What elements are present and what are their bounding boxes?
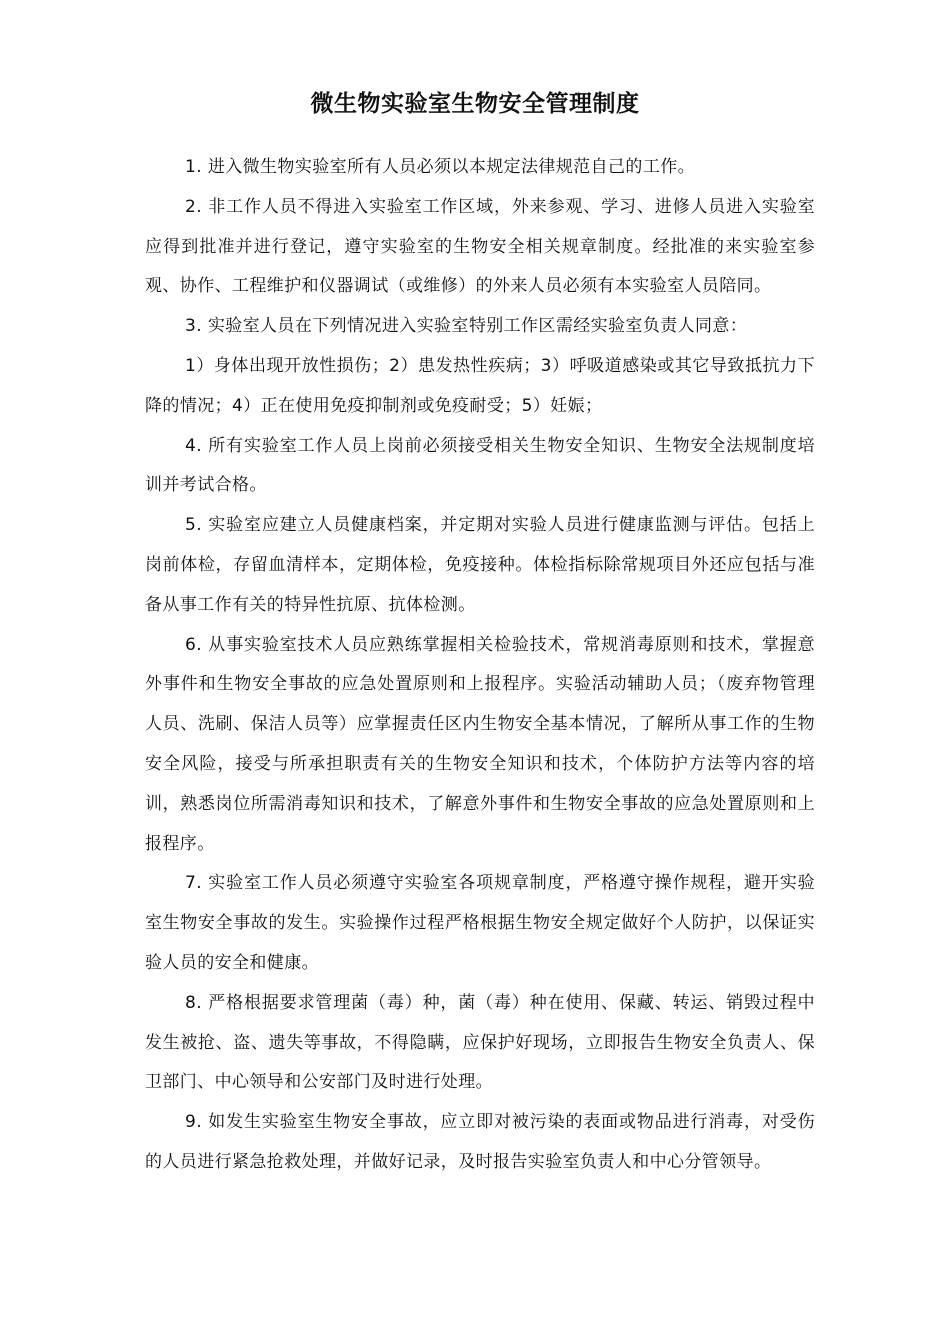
paragraph-4: 4. 所有实验室工作人员上岗前必须接受相关生物安全知识、生物安全法规制度培训并考试合格。: [145, 435, 815, 496]
paragraph-7: 7. 实验室工作人员必须遵守实验室各项规章制度，严格遵守操作规程，避开实验室生物安全事故的发生。实验操作过程严格根据生物安全规定做好个人防护，以保证实验人员的安全和健康。: [145, 873, 815, 973]
paragraph-1: 1. 进入微生物实验室所有人员必须以本规定法律规范自己的工作。: [185, 157, 696, 177]
paragraph-6: 6. 从事实验室技术人员应熟练掌握相关检验技术，常规消毒原则和技术，掌握意外事件和生物安全事故的应急处置原则和上报程序。实验活动辅助人员；（废弃物管理人员、洗刷、保洁人员等）应掌握责任区内生物安全基本情况，了解所从事工作的生物安全风险，接受与所承担职责有关的生物安全知识和技术，个体防护方法等内容的培训，熟悉岗位所需消毒知识和技术，了解意外事件和生物安全事故的应急处置原则和上报程序。: [145, 634, 815, 854]
paragraph-9: 9. 如发生实验室生物安全事故，应立即对被污染的表面或物品进行消毒，对受伤的人员进行紧急抢救处理，并做好记录，及时报告实验室负责人和中心分管领导。: [145, 1112, 815, 1172]
paragraph-8: 8. 严格根据要求管理菌（毒）种，菌（毒）种在使用、保藏、转运、销毁过程中发生被抢、盗、遗失等事故，不得隐瞒，应保护好现场，立即报告生物安全负责人、保卫部门、中心领导和公安部门及时进行处理。: [145, 992, 815, 1093]
document-title: 微生物实验室生物安全管理制度: [310, 91, 640, 117]
document-body: [145, 148, 815, 1183]
paragraph-2: 2. 非工作人员不得进入实验室工作区域，外来参观、学习、进修人员进入实验室应得到批准并进行登记，遵守实验室的生物安全相关规章制度。经批准的来实验室参观、协作、工程维护和仪器调试（或维修）的外来人员必须有本实验室人员陪同。: [145, 196, 815, 297]
paragraph-3: 3. 实验室人员在下列情况进入实验室特别工作区需经实验室负责人同意：: [185, 316, 748, 337]
paragraph-5: 5. 实验室应建立人员健康档案，并定期对实验人员进行健康监测与评估。包括上岗前体检，存留血清样本，定期体检，免疫接种。体检指标除常规项目外还应包括与准备从事工作有关的特异性抗原、抗体检测。: [145, 515, 815, 615]
paragraph-3-conditions: 1）身体出现开放性损伤；2）患发热性疾病；3）呼吸道感染或其它导致抵抗力下降的情况；4）正在使用免疫抑制剂或免疫耐受；5）妊娠；: [145, 355, 815, 416]
